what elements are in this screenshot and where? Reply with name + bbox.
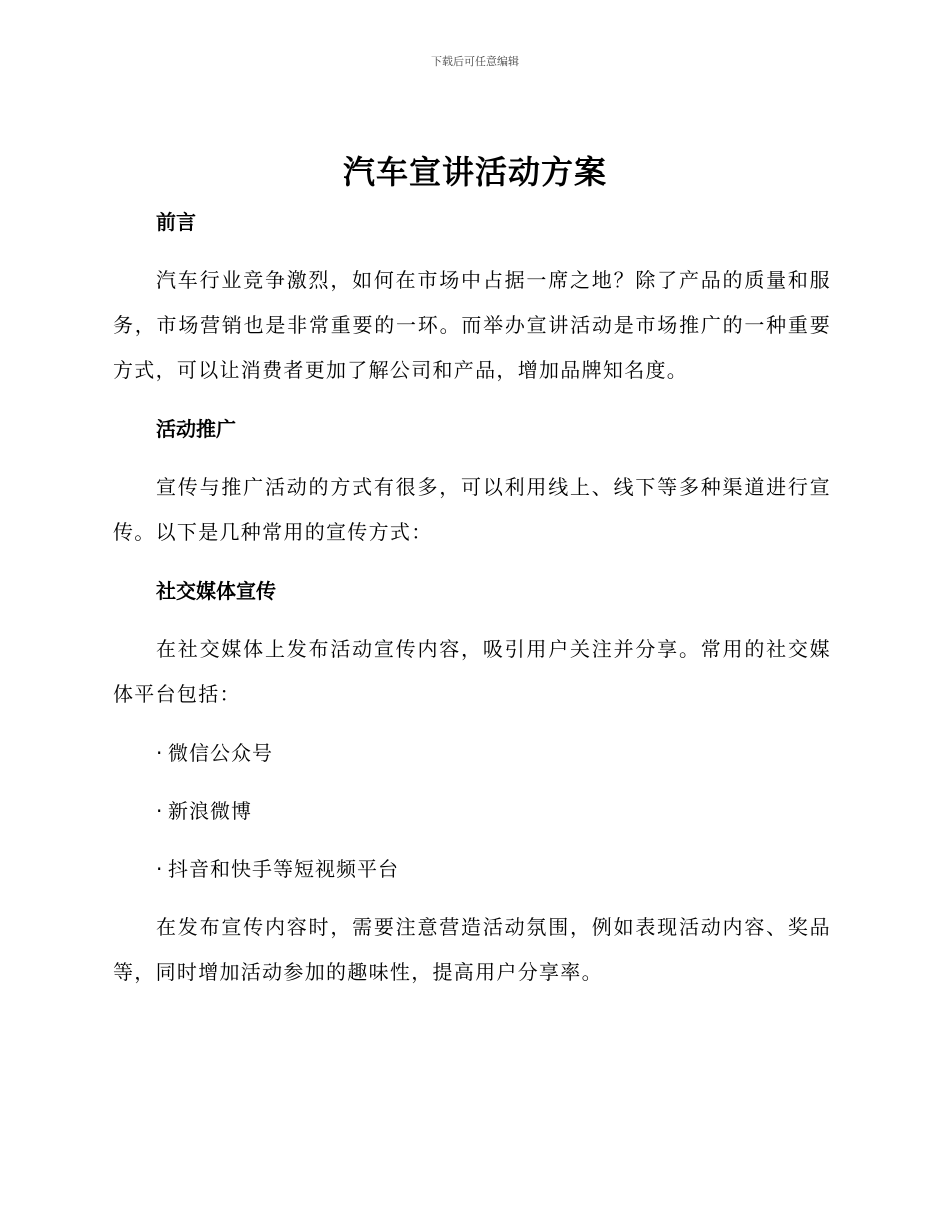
section-heading-preface: 前言 xyxy=(156,210,196,234)
list-item xyxy=(113,731,831,775)
platform-list xyxy=(113,731,831,891)
list-item xyxy=(113,847,831,891)
document-title: 汽车宣讲活动方案 xyxy=(342,153,607,191)
bullet-symbol: · xyxy=(156,799,164,823)
bullet-symbol: · xyxy=(156,857,164,881)
section-heading-social-media: 社交媒体宣传 xyxy=(156,579,276,603)
list-item xyxy=(113,789,831,833)
list-item-text: 新浪微博 xyxy=(168,799,252,823)
social-media-paragraph: 在社交媒体上发布活动宣传内容，吸引用户关注并分享。常用的社交媒体平台包括： xyxy=(113,637,831,706)
closing-paragraph: 在发布宣传内容时，需要注意营造活动氛围，例如表现活动内容、奖品等，同时增加活动参加的趣味性，提高用户分享率。 xyxy=(113,915,831,984)
bullet-symbol: · xyxy=(156,741,164,765)
promotion-paragraph: 宣传与推广活动的方式有很多，可以利用线上、线下等多种渠道进行宣传。以下是几种常用的宣传方式： xyxy=(113,475,831,544)
page-header-note: 下载后可任意编辑 xyxy=(431,55,519,68)
preface-paragraph: 汽车行业竞争激烈，如何在市场中占据一席之地？除了产品的质量和服务，市场营销也是非常重要的一环。而举办宣讲活动是市场推广的一种重要方式，可以让消费者更加了解公司和产品，增加品牌知名度。 xyxy=(113,268,831,382)
list-item-text: 抖音和快手等短视频平台 xyxy=(168,857,399,881)
document-body xyxy=(113,200,831,995)
list-item-text: 微信公众号 xyxy=(168,741,273,765)
section-heading-promotion: 活动推广 xyxy=(156,417,236,441)
